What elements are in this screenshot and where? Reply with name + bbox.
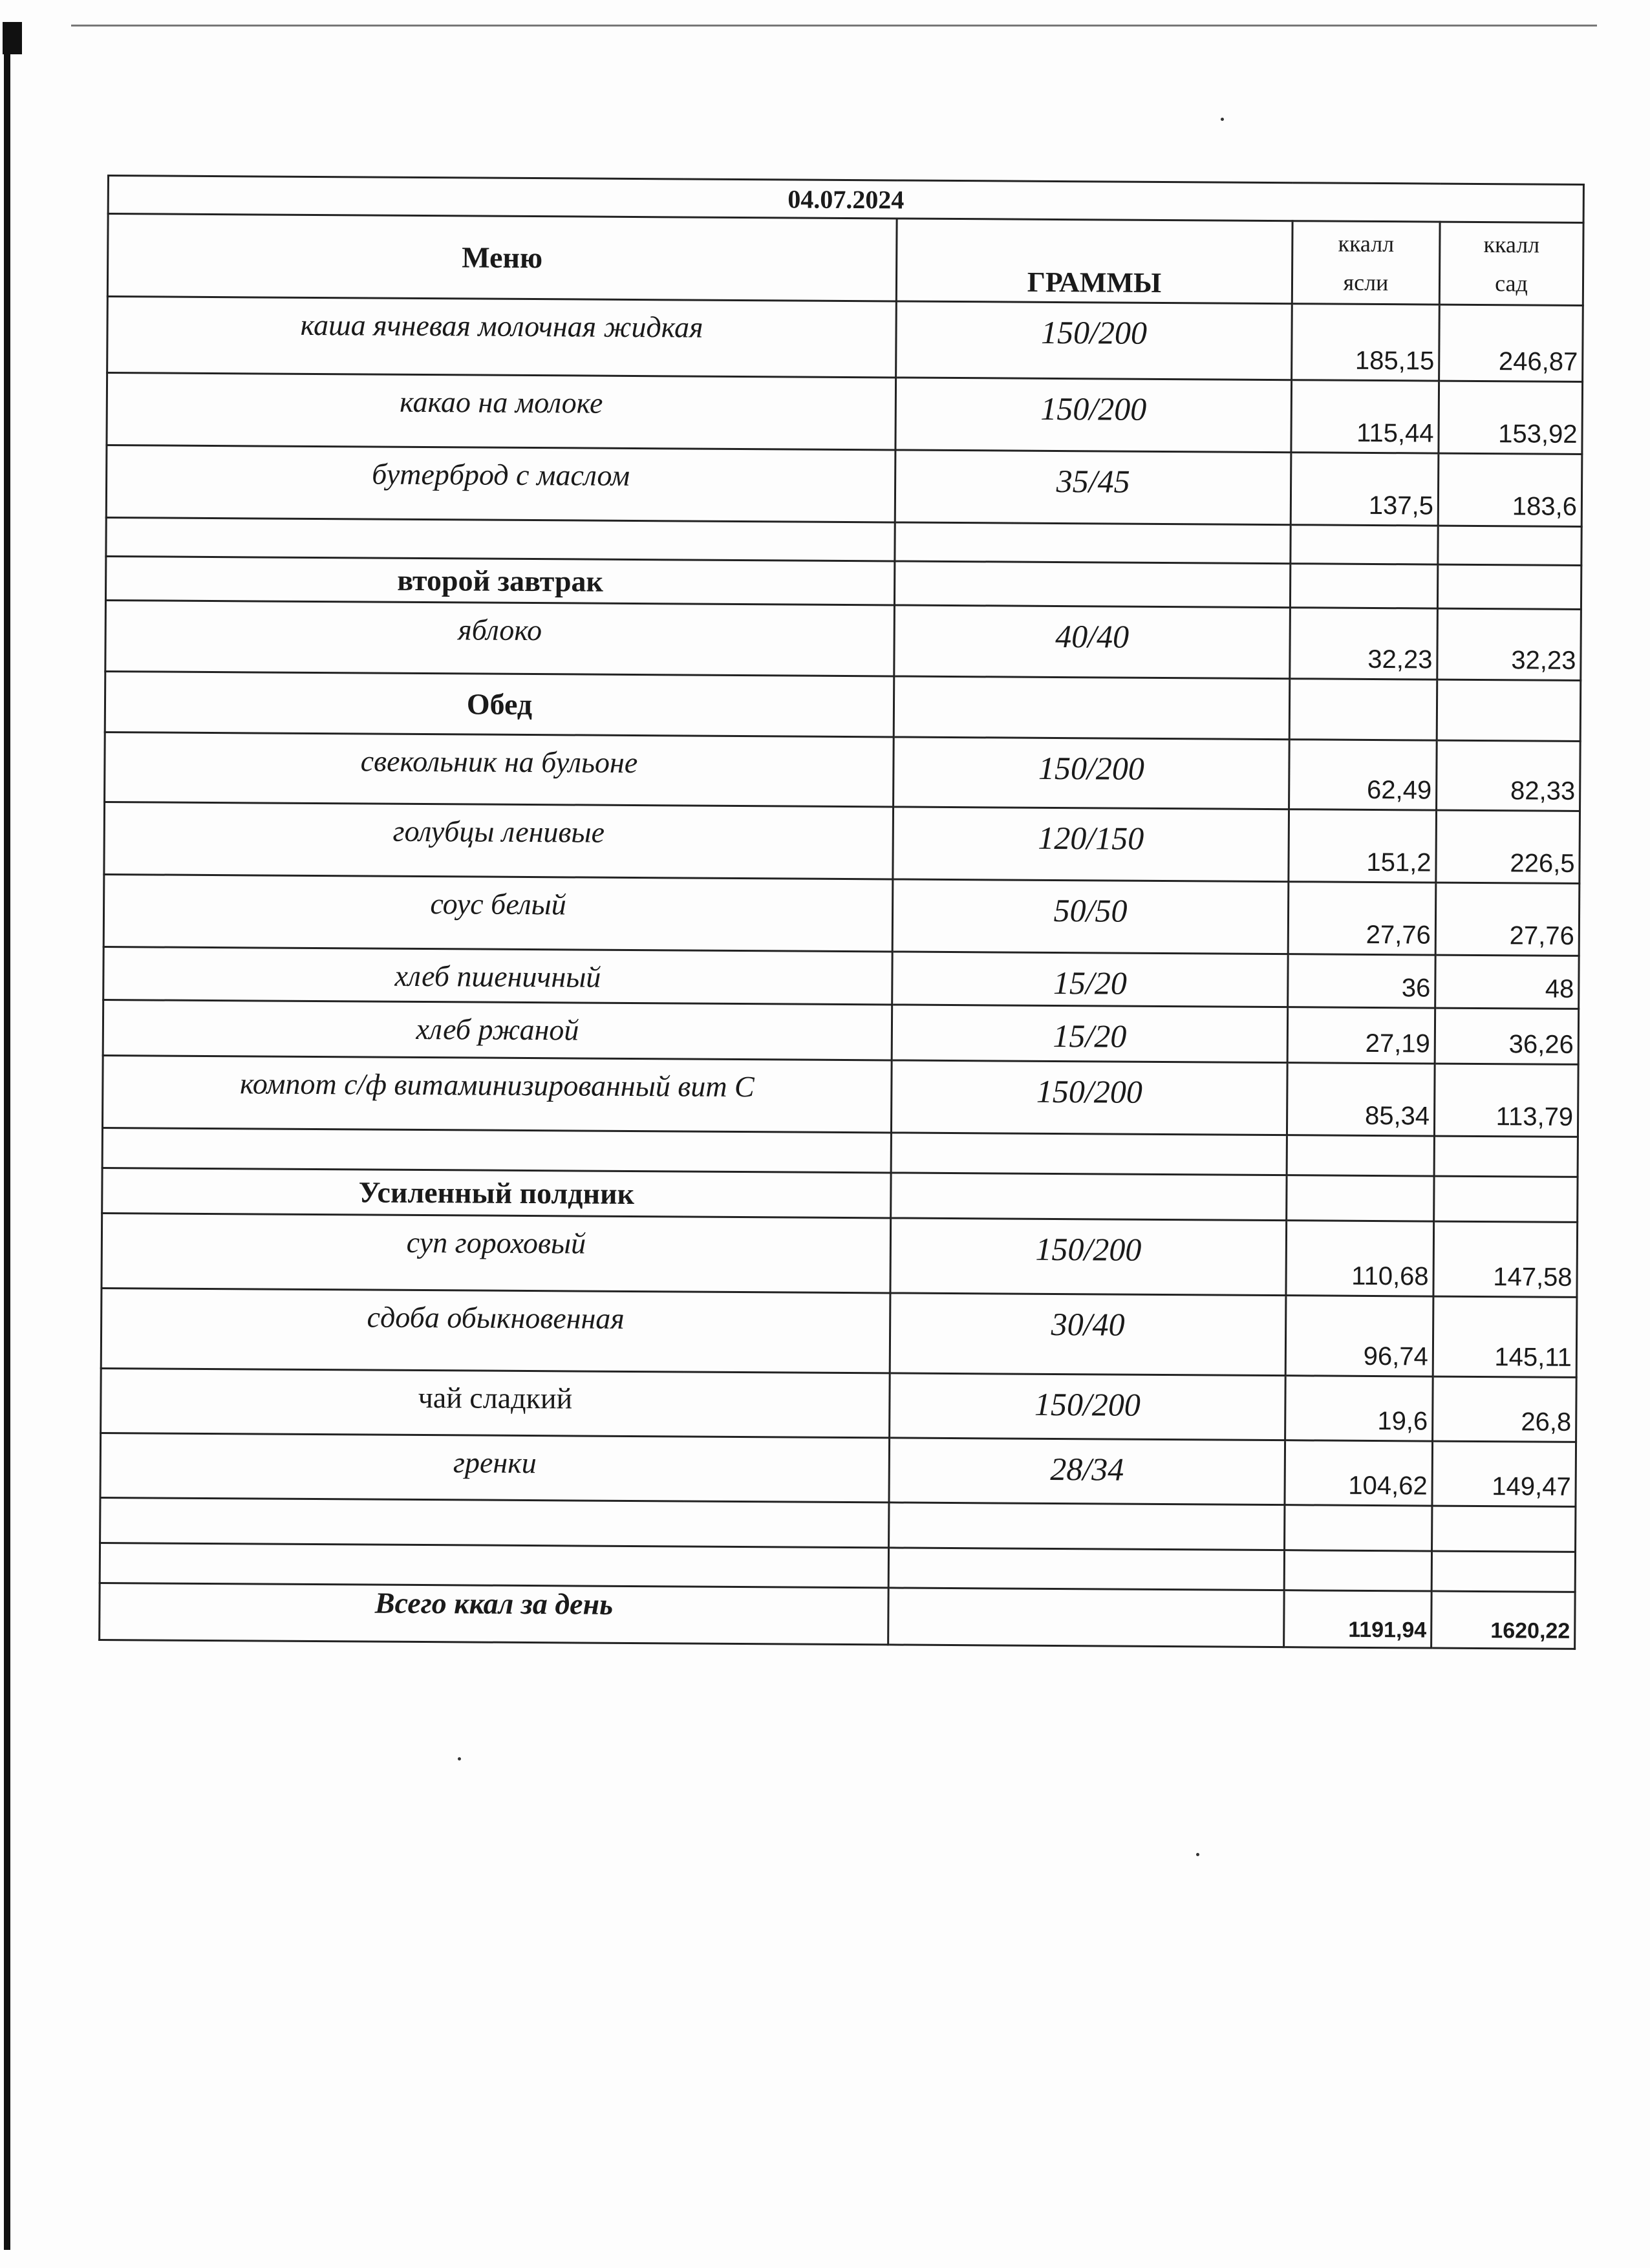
- dish-row: [105, 732, 1581, 811]
- kcal-nursery: 27,76: [1288, 882, 1436, 955]
- kcal-garden: 27,76: [1435, 883, 1580, 956]
- empty-cell: [888, 1588, 1285, 1647]
- menu-date: 04.07.2024: [108, 176, 1583, 223]
- header-menu: Меню: [107, 214, 897, 301]
- total-kcal-nursery: 1191,94: [1284, 1590, 1432, 1648]
- empty-cell: [1438, 526, 1581, 565]
- empty-cell: [894, 676, 1290, 740]
- kcal-garden: 147,58: [1433, 1221, 1578, 1297]
- empty-cell: [100, 1543, 888, 1587]
- scan-top-edge: [71, 25, 1597, 27]
- kcal-nursery: 115,44: [1291, 380, 1439, 453]
- empty-cell: [1289, 679, 1437, 740]
- dish-row: [104, 802, 1580, 883]
- empty-cell: [1291, 525, 1438, 564]
- dish-name: хлеб ржаной: [103, 1000, 892, 1060]
- kcal-nursery: 32,23: [1290, 608, 1438, 679]
- kcal-garden: 246,87: [1439, 305, 1583, 381]
- scan-corner-mark: [3, 22, 22, 54]
- kcal-nursery: 96,74: [1285, 1296, 1433, 1376]
- empty-cell: [888, 1548, 1284, 1590]
- dish-row: [107, 297, 1583, 382]
- total-label: Всего ккал за день: [100, 1583, 889, 1644]
- dish-name: соус белый: [103, 874, 893, 951]
- empty-cell: [1290, 564, 1437, 608]
- kcal-nursery: 185,15: [1292, 304, 1440, 381]
- kcal-garden: 145,11: [1433, 1296, 1577, 1377]
- section-title: Усиленный полдник: [102, 1168, 891, 1217]
- menu-sheet: [98, 175, 1583, 1650]
- dish-name: яблоко: [105, 600, 895, 676]
- dish-grams: 150/200: [896, 301, 1292, 380]
- scan-speck: [458, 1757, 461, 1760]
- total-kcal-garden: 1620,22: [1431, 1591, 1576, 1649]
- dish-grams: 150/200: [890, 1218, 1287, 1296]
- dish-name: сдоба обыкновенная: [101, 1288, 890, 1373]
- empty-cell: [106, 517, 895, 561]
- kcal-garden: 113,79: [1434, 1064, 1578, 1137]
- empty-cell: [889, 1503, 1285, 1550]
- empty-cell: [894, 561, 1290, 608]
- section-title: Обед: [105, 671, 894, 736]
- header-kcal-garden: [1439, 222, 1583, 305]
- dish-grams: 120/150: [893, 807, 1289, 882]
- empty-cell: [1287, 1175, 1434, 1221]
- kcal-nursery: 151,2: [1289, 809, 1437, 883]
- empty-cell: [1437, 564, 1581, 609]
- dish-name: бутерброд с маслом: [106, 445, 895, 522]
- total-row: [100, 1583, 1575, 1649]
- dish-row: [102, 1213, 1578, 1297]
- dish-row: [105, 600, 1581, 680]
- header-kcal-nursery-unit: ккалл: [1338, 230, 1395, 257]
- menu-table: [98, 175, 1585, 1650]
- dish-grams: 30/40: [890, 1293, 1286, 1376]
- dish-name: суп гороховый: [102, 1213, 891, 1292]
- kcal-nursery: 110,68: [1286, 1221, 1434, 1296]
- kcal-garden: 26,8: [1433, 1376, 1577, 1442]
- scan-speck: [1221, 118, 1224, 121]
- kcal-garden: 48: [1435, 955, 1579, 1009]
- dish-row: [106, 445, 1582, 527]
- dish-grams: 15/20: [892, 1005, 1288, 1063]
- dish-row: [100, 1433, 1576, 1506]
- dish-name: чай сладкий: [101, 1368, 890, 1437]
- empty-cell: [891, 1133, 1287, 1175]
- dish-row: [103, 874, 1580, 956]
- header-kcal-nursery-group: ясли: [1343, 269, 1389, 295]
- empty-cell: [1284, 1550, 1431, 1591]
- section-row: [105, 671, 1581, 741]
- scan-speck: [1196, 1853, 1199, 1856]
- empty-cell: [1431, 1551, 1575, 1592]
- dish-grams: 150/200: [895, 378, 1292, 453]
- dish-grams: 150/200: [890, 1373, 1286, 1440]
- dish-row: [101, 1368, 1577, 1442]
- header-grams: ГРАММЫ: [896, 219, 1292, 304]
- scan-left-edge: [4, 26, 10, 2250]
- dish-name: голубцы ленивые: [104, 802, 894, 879]
- dish-row: [101, 1288, 1577, 1377]
- empty-cell: [102, 1128, 891, 1172]
- empty-cell: [1432, 1506, 1576, 1552]
- dish-grams: 15/20: [892, 952, 1288, 1007]
- kcal-garden: 226,5: [1436, 810, 1580, 883]
- empty-cell: [1287, 1135, 1434, 1176]
- dish-grams: 150/200: [891, 1060, 1287, 1135]
- empty-cell: [1285, 1505, 1432, 1551]
- kcal-nursery: 36: [1288, 954, 1435, 1008]
- empty-cell: [100, 1497, 889, 1547]
- kcal-garden: 36,26: [1435, 1008, 1579, 1064]
- empty-cell: [1437, 679, 1581, 741]
- empty-cell: [895, 522, 1291, 564]
- dish-name: компот с/ф витаминизированный вит С: [102, 1055, 892, 1132]
- kcal-garden: 183,6: [1438, 453, 1582, 526]
- empty-cell: [1434, 1136, 1578, 1177]
- dish-grams: 28/34: [889, 1438, 1285, 1505]
- dish-name: какао на молоке: [107, 373, 896, 450]
- section-title: второй завтрак: [105, 556, 894, 604]
- header-kcal-nursery: [1292, 221, 1440, 305]
- header-kcal-garden-group: сад: [1495, 270, 1528, 296]
- dish-name: хлеб пшеничный: [103, 947, 892, 1004]
- dish-grams: 50/50: [892, 879, 1289, 954]
- empty-cell: [1434, 1176, 1578, 1222]
- kcal-garden: 149,47: [1432, 1441, 1576, 1506]
- dish-name: каша ячневая молочная жидкая: [107, 297, 897, 378]
- header-row: [107, 214, 1583, 306]
- kcal-garden: 153,92: [1439, 381, 1583, 454]
- kcal-garden: 82,33: [1437, 740, 1581, 811]
- kcal-nursery: 19,6: [1285, 1376, 1433, 1441]
- empty-cell: [891, 1173, 1287, 1221]
- dish-grams: 40/40: [894, 605, 1291, 679]
- dish-grams: 150/200: [894, 737, 1290, 809]
- dish-row: [103, 1000, 1578, 1064]
- dish-name: гренки: [100, 1433, 890, 1502]
- dish-row: [103, 947, 1579, 1009]
- dish-grams: 35/45: [895, 450, 1291, 525]
- dish-row: [102, 1055, 1578, 1137]
- kcal-nursery: 104,62: [1285, 1440, 1433, 1506]
- header-kcal-garden-unit: ккалл: [1483, 231, 1540, 258]
- dish-row: [107, 373, 1583, 455]
- kcal-garden: 32,23: [1437, 608, 1581, 680]
- kcal-nursery: 62,49: [1289, 740, 1437, 810]
- kcal-nursery: 85,34: [1287, 1063, 1435, 1136]
- kcal-nursery: 27,19: [1287, 1007, 1435, 1064]
- kcal-nursery: 137,5: [1291, 453, 1439, 526]
- dish-name: свекольник на бульоне: [105, 732, 894, 806]
